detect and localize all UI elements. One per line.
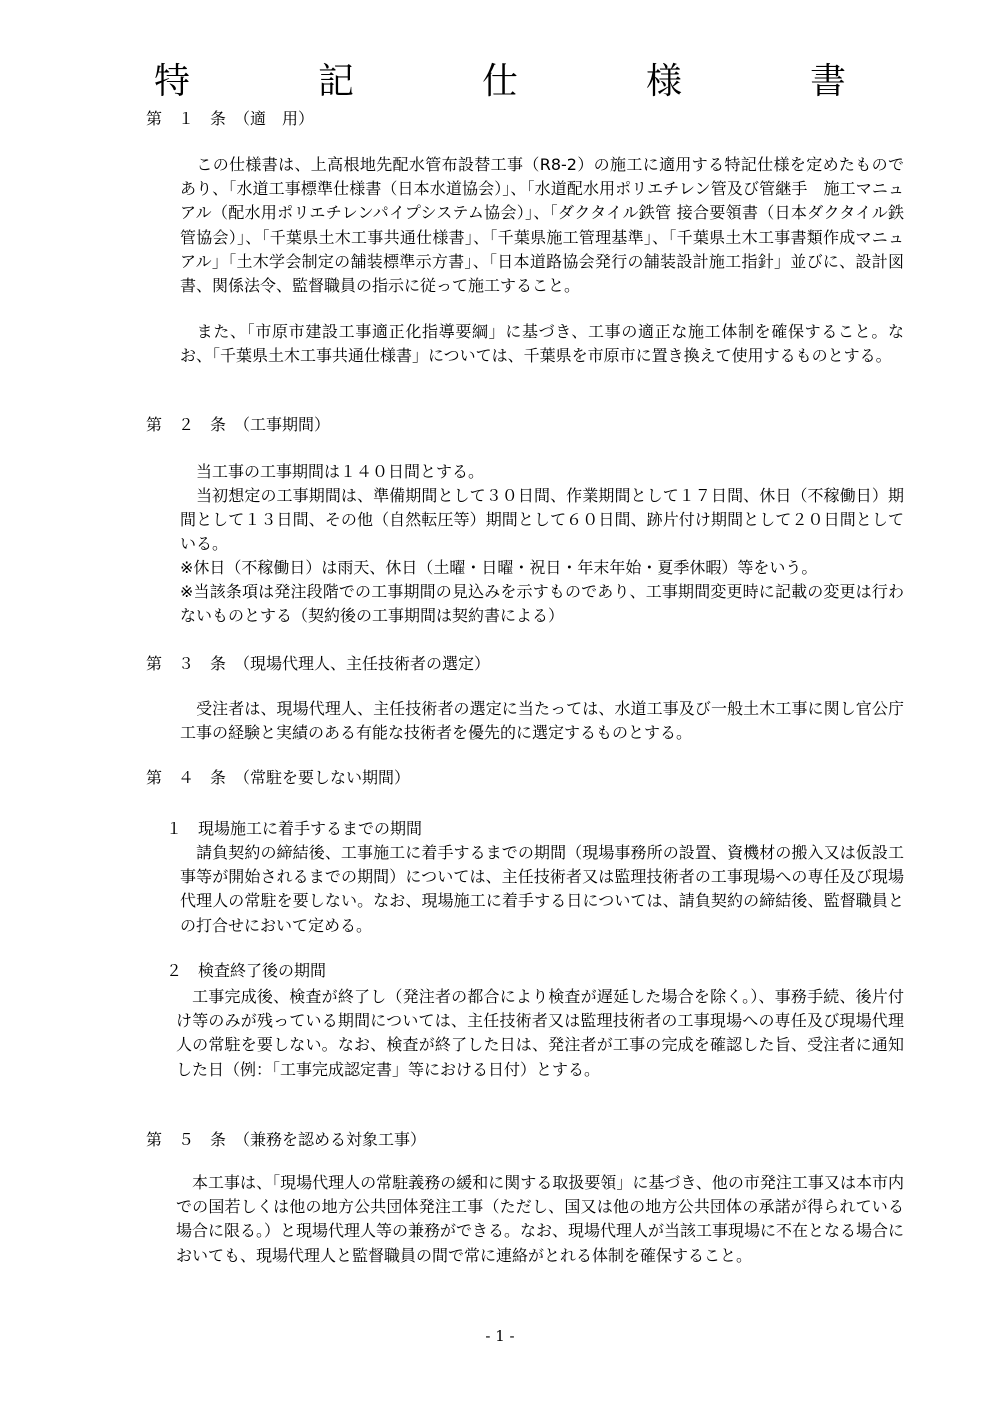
article-3-heading: 第 ３ 条 （現場代理人、主任技術者の選定） [146,654,491,673]
article-2-heading: 第 ２ 条 （工事期間） [146,415,331,434]
article-1-heading: 第 １ 条 （適 用） [146,109,315,128]
article-3-paragraph-1: 受注者は、現場代理人、主任技術者の選定に当たっては、水道工事及び一般土木工事に関し官公庁工事の経験と実績のある有能な技術者を優先的に選定するものとする。 [180,699,904,743]
page-number: - 1 - [485,1327,515,1345]
article-4-item-1-label: １ 現場施工に着手するまでの期間 [166,819,423,838]
article-4-item-1-text: 請負契約の締結後、工事施工に着手するまでの期間（現場事務所の設置、資機材の搬入又は仮設工事等が開始されるまでの期間）については、主任技術者又は監理技術者の工事現場への専任及び現場代理人の常駐を要しない。なお、現場施工に着手する日については、請負契約の締結後、監督職員との打合せにおいて定める。 [180,843,904,935]
article-1-paragraph-2: また、「市原市建設工事適正化指導要綱」に基づき、工事の適正な施工体制を確保すること。なお、「千葉県土木工事共通仕様書」については、千葉県を市原市に置き換えて使用するものとする。 [180,322,904,366]
article-4-item-2-text: 工事完成後、検査が終了し（発注者の都合により検査が遅延した場合を除く。）、事務手続、後片付け等のみが残っている期間については、主任技術者又は監理技術者の工事現場への専任及び現場代理人の常駐を要しない。なお、検査が終了した日は、発注者が工事の完成を確認した旨、受注者に通知した日（例：「工事完成認定書」等における日付）とする。 [176,987,904,1079]
article-4-item-2-label: ２ 検査終了後の期間 [166,961,327,980]
article-5-heading: 第 ５ 条 （兼務を認める対象工事） [146,1130,427,1149]
article-1-paragraph-1: この仕様書は、上高根地先配水管布設替工事（R8-2）の施工に適用する特記仕様を定めたものであり、「水道工事標準仕様書（日本水道協会）」、「水道配水用ポリエチレン管及び管継手 施工マニュアル（配水用ポリエチレンパイプシステム協会）」、「ダクタイル鉄管 接合要領書（日本ダクタイル鉄管協会）」、「千葉県土木工事共通仕様書」、「千葉県施工管理基準」、「千葉県土木工事書類作成マニュアル」「土木学会制定の舗装標準示方書」、「日本道路協会発行の舗装設計施工指針」並びに、設計図書、関係法令、監督職員の指示に従って施工すること。 [180,155,904,296]
article-4-heading: 第 ４ 条 （常駐を要しない期間） [146,768,411,787]
article-5-paragraph-1: 本工事は、「現場代理人の常駐義務の緩和に関する取扱要領」に基づき、他の市発注工事又は本市内での国若しくは他の地方公共団体発注工事（ただし、国又は他の地方公共団体の承諾が得られている場合に限る。）と現場代理人等の兼務ができる。なお、現場代理人が当該工事現場に不在となる場合においても、現場代理人と監督職員の間で常に連絡がとれる体制を確保すること。 [176,1173,905,1265]
article-2-note-2: ※当該条項は発注段階での工事期間の見込みを示すものであり、工事期間変更時に記載の変更は行わないものとする（契約後の工事期間は契約書による） [180,582,904,626]
article-2-paragraph-2: 当初想定の工事期間は、準備期間として３０日間、作業期間として１７日間、休日（不稼働日）期間として１３日間、その他（自然転圧等）期間として６０日間、跡片付け期間として２０日間としている。 [180,486,904,554]
document-title: 特 記 仕 様 書 [153,61,892,102]
article-2-paragraph-1: 当工事の工事期間は１４０日間とする。 [180,462,485,481]
article-2-note-1: ※休日（不稼働日）は雨天、休日（土曜・日曜・祝日・年末年始・夏季休暇）等をいう。 [180,558,818,577]
